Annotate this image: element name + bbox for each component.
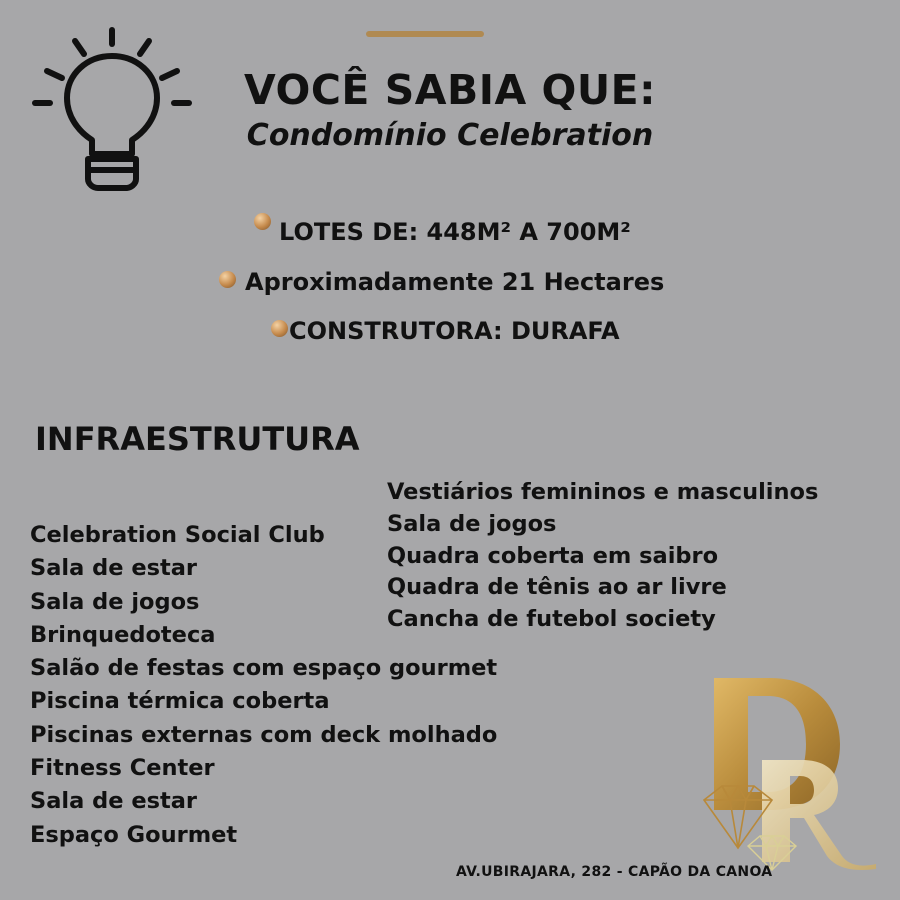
list-item: Sala de estar [30,788,198,815]
fact-lot-sizes [254,213,631,246]
bullet-dot-icon [219,271,236,288]
list-item: Sala de estar [30,555,198,582]
list-item: Piscinas externas com deck molhado [30,721,498,748]
address-footer: AV.UBIRAJARA, 282 - CAPÃO DA CANOA [456,864,773,880]
list-item: Espaço Gourmet [30,821,238,848]
list-item: Celebration Social Club [30,522,325,548]
fact-text: Aproximadamente 21 Hectares [245,268,665,296]
list-item: Quadra coberta em saibro [387,542,719,569]
lightbulb-icon [30,24,195,199]
list-item: Piscina térmica coberta [30,688,330,715]
page-subtitle: Condomínio Celebration [246,118,654,153]
list-item: Sala de jogos [387,510,557,537]
fact-text: LOTES DE: 448M² A 700M² [279,218,631,246]
rr-diamond-logo [690,672,885,872]
list-item: Salão de festas com espaço gourmet [30,655,498,682]
list-item: Brinquedoteca [30,621,216,648]
list-item: Fitness Center [30,755,215,782]
accent-bar [366,31,484,37]
fact-area [219,268,664,296]
infrastructure-list-right [387,477,818,636]
list-item: Quadra de tênis ao ar livre [387,574,727,601]
infrastructure-heading: INFRAESTRUTURA [35,420,360,458]
page-title: VOCÊ SABIA QUE: [243,66,657,114]
fact-text: CONSTRUTORA: DURAFA [289,317,620,345]
fact-builder [271,317,620,345]
list-item: Sala de jogos [30,588,200,615]
list-item: Cancha de futebol society [387,606,716,633]
list-item: Vestiários femininos e masculinos [387,479,819,505]
bullet-dot-icon [271,320,288,337]
bullet-dot-icon [254,213,271,230]
